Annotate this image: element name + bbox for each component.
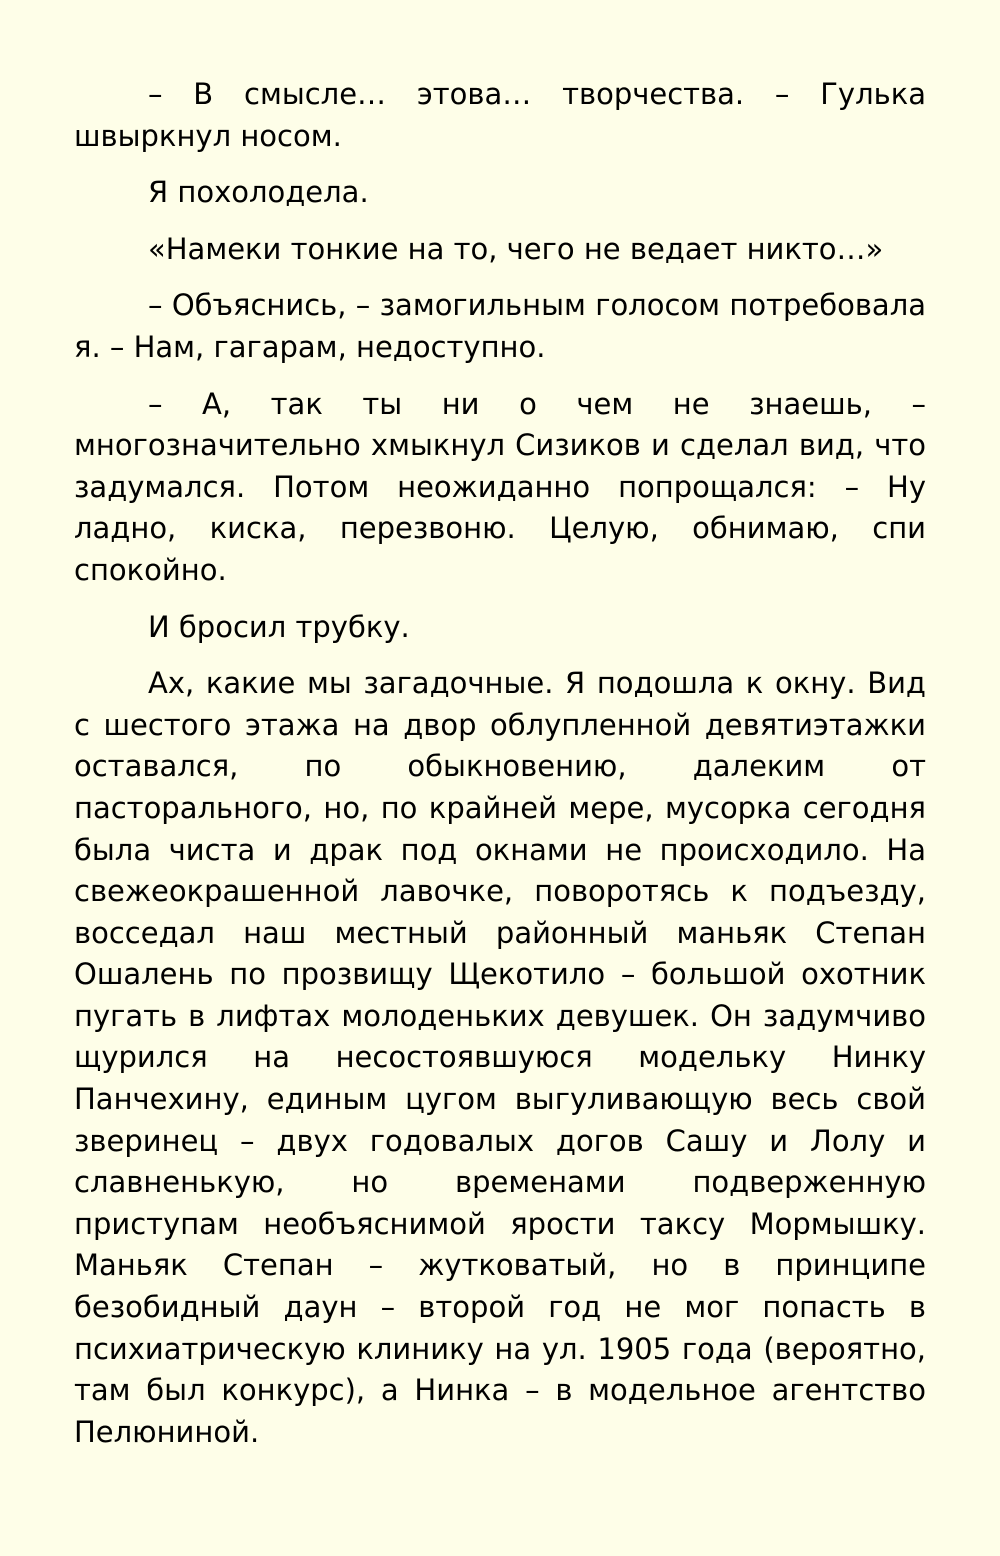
paragraph-2: Я похолодела. [148, 175, 369, 210]
paragraph-3: «Намеки тонкие на то, чего не ведает никто…» [148, 231, 884, 266]
paragraph-6: И бросил трубку. [148, 609, 410, 644]
paragraph-7: Ах, какие мы загадочные. Я подошла к окну. Вид с шестого этажа на двор облупленной девятиэтажки оставался, по обыкновению, далеким от пасторального, но, по крайней мере, мусорка сегодня была чиста и драк под окнами не происходило. На свежеокрашенной лавочке, поворотясь к подъезду, восседал наш местный районный маньяк Степан Ошалень по прозвищу Щекотило – большой охотник пугать в лифтах молоденьких девушек. Он задумчиво щурился на несостоявшуюся модельку Нинку Панчехину, единым цугом выгуливающую весь свой зверинец – двух годовалых догов Сашу и Лолу и славненькую, но временами подверженную приступам необъяснимой ярости таксу Мормышку. Маньяк Степан – жутковатый, но в принципе безобидный даун – второй год не мог попасть в психиатрическую клинику на ул. 1905 года (вероятно, там был конкурс), а Нинка – в модельное агентство Пелюниной. [74, 666, 926, 1449]
paragraph-1: – В смысле… этова… творчества. – Гулька швыркнул носом. [74, 77, 926, 153]
paragraph-5: – А, так ты ни о чем не знаешь, – многозначительно хмыкнул Сизиков и сделал вид, что задумался. Потом неожиданно попрощался: – Ну ладно, киска, перезвоню. Целую, обнимаю, спи спокойно. [74, 386, 926, 587]
paragraph-4: – Объяснись, – замогильным голосом потребовала я. – Нам, гагарам, недоступно. [74, 288, 926, 364]
